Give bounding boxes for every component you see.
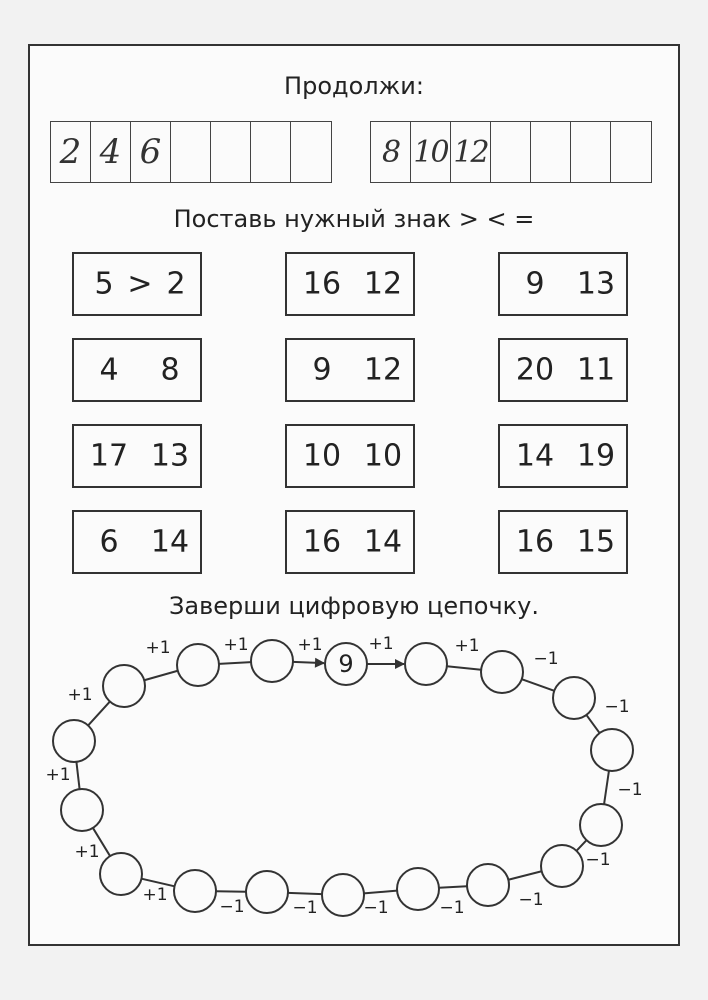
chain-operation: −1: [363, 898, 389, 918]
chain-link: [522, 679, 554, 691]
right-number: 11: [576, 352, 616, 388]
left-number: 16: [302, 266, 342, 302]
seq-a-cell: 6: [131, 122, 171, 182]
right-number: 13: [150, 438, 190, 474]
seq-b-cell: 10: [411, 122, 451, 182]
arrow-icon: [395, 659, 405, 669]
right-number: 12: [363, 266, 403, 302]
chain-operation: +1: [67, 685, 93, 705]
chain-circle[interactable]: [246, 871, 288, 913]
chain-circle[interactable]: [174, 870, 216, 912]
chain-circle[interactable]: [405, 643, 447, 685]
left-number: 10: [302, 438, 342, 474]
right-number: 15: [576, 524, 616, 560]
chain-circle[interactable]: [61, 789, 103, 831]
seq-a-cell: 4: [91, 122, 131, 182]
chain-operation: +1: [45, 765, 71, 785]
chain-circle[interactable]: [53, 720, 95, 762]
right-number: 19: [576, 438, 616, 474]
chain-circle[interactable]: [553, 677, 595, 719]
right-number: 12: [363, 352, 403, 388]
left-number: 6: [99, 524, 119, 560]
chain-link: [144, 671, 178, 681]
chain-link: [88, 702, 110, 726]
chain-operation: +1: [223, 635, 249, 655]
chain-circle[interactable]: [591, 729, 633, 771]
chain-operation: −1: [292, 898, 318, 918]
chain-circle[interactable]: [177, 644, 219, 686]
chain-operation: −1: [533, 649, 559, 669]
comparison-sign: >: [127, 266, 153, 302]
chain-circle[interactable]: [580, 804, 622, 846]
chain-link: [364, 891, 397, 894]
chain-operation: −1: [585, 850, 611, 870]
chain-operation: +1: [142, 885, 168, 905]
chain-operation: +1: [297, 635, 323, 655]
left-number: 16: [515, 524, 555, 560]
chain-circle[interactable]: [322, 874, 364, 916]
chain-operation: −1: [439, 898, 465, 918]
task2-title: Поставь нужный знак > < =: [173, 205, 535, 233]
left-number: 5: [94, 266, 114, 302]
seq-b-cell: 8: [371, 122, 411, 182]
right-number: 10: [363, 438, 403, 474]
task3-title: Заверши цифровую цепочку.: [169, 592, 539, 620]
chain-circle[interactable]: [251, 640, 293, 682]
right-number: 2: [166, 266, 186, 302]
seq-a-cell: 2: [51, 122, 91, 182]
chain-link: [447, 666, 481, 670]
chain-operation: +1: [454, 636, 480, 656]
seq-b-cell: 12: [451, 122, 491, 182]
left-number: 4: [99, 352, 119, 388]
left-number: 17: [89, 438, 129, 474]
chain-operation: +1: [145, 638, 171, 658]
task1-title: Продолжи:: [284, 72, 424, 100]
left-number: 20: [515, 352, 555, 388]
right-number: 13: [576, 266, 616, 302]
chain-operation: +1: [368, 634, 394, 654]
left-number: 9: [525, 266, 545, 302]
chain-link: [76, 762, 79, 789]
right-number: 8: [160, 352, 180, 388]
chain-circle[interactable]: [397, 868, 439, 910]
chain-link: [439, 886, 467, 888]
left-number: 9: [312, 352, 332, 388]
chain-link: [219, 662, 251, 664]
chain-operation: +1: [74, 842, 100, 862]
chain-circle[interactable]: [541, 845, 583, 887]
chain-value: 9: [338, 650, 354, 678]
chain-operation: −1: [617, 780, 643, 800]
arrow-icon: [315, 658, 325, 668]
right-number: 14: [150, 524, 190, 560]
chain-link: [604, 771, 609, 804]
right-number: 14: [363, 524, 403, 560]
chain-operation: −1: [604, 697, 630, 717]
chain-circle[interactable]: [467, 864, 509, 906]
chain-circle[interactable]: [103, 665, 145, 707]
chain-link: [288, 893, 322, 894]
left-number: 14: [515, 438, 555, 474]
chain-operation: −1: [219, 897, 245, 917]
chain-link: [508, 871, 541, 880]
left-number: 16: [302, 524, 342, 560]
chain-circle[interactable]: [100, 853, 142, 895]
chain-operation: −1: [518, 890, 544, 910]
chain-link: [586, 715, 599, 733]
chain-circle[interactable]: [481, 651, 523, 693]
